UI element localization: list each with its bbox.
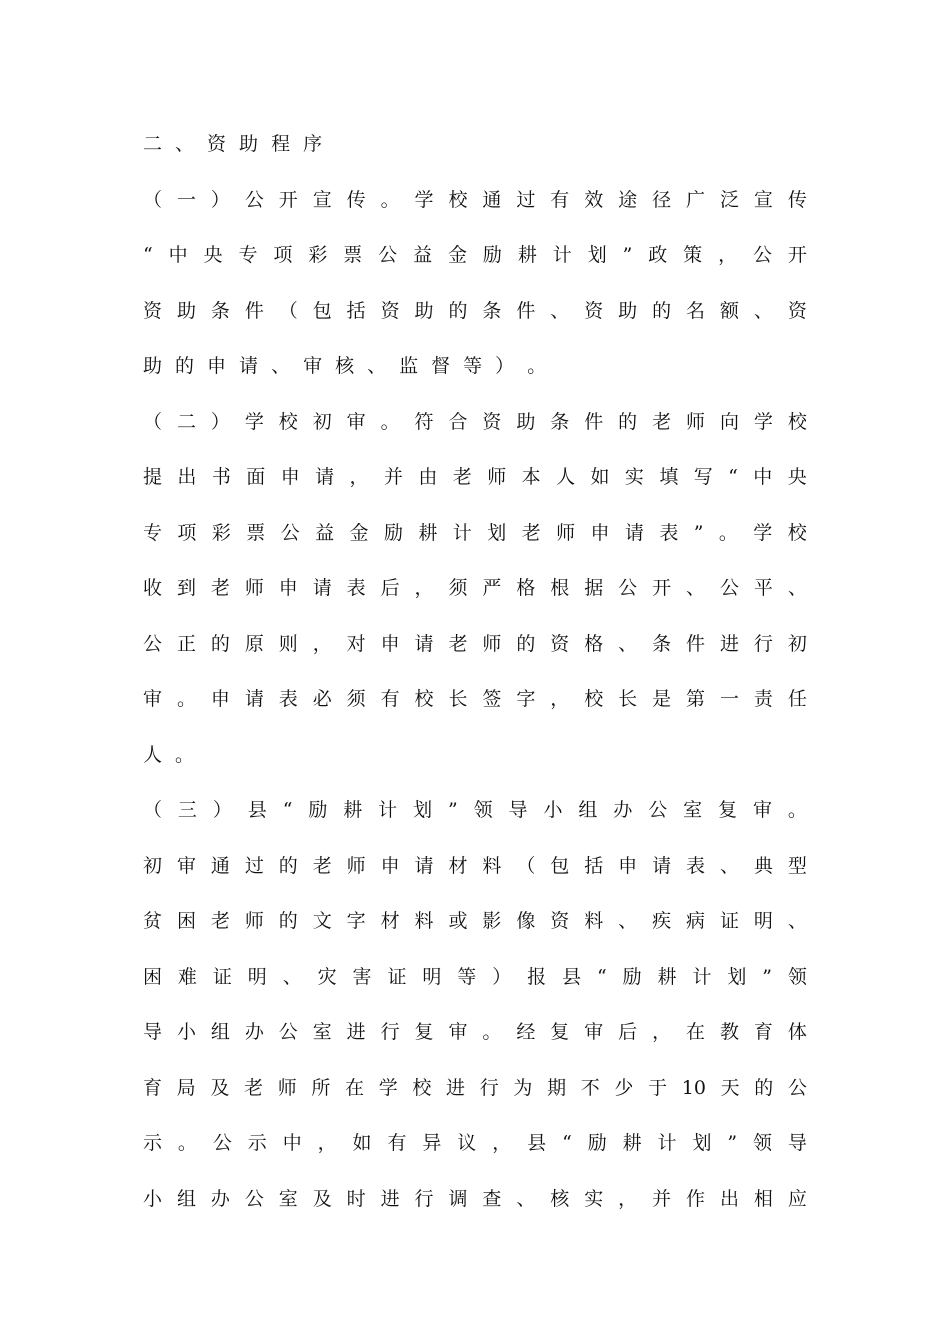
text-line: 困 难 证 明 、 灾 害 证 明 等 ） 报 县 “ 励 耕 计 划 ” 领	[143, 965, 807, 988]
text-line: 助 的 申 请 、 审 核 、 监 督 等 ） 。	[143, 355, 547, 377]
text-line: （ 二 ） 学 校 初 审 。 符 合 资 助 条 件 的 老 师 向 学 校	[143, 410, 807, 433]
text-line: 初 审 通 过 的 老 师 申 请 材 料 （ 包 括 申 请 表 、 典 型	[143, 854, 807, 877]
text-line: 公 正 的 原 则 ， 对 申 请 老 师 的 资 格 、 条 件 进 行 初	[143, 632, 807, 655]
text-line: 专 项 彩 票 公 益 金 励 耕 计 划 老 师 申 请 表 ” 。 学 校	[143, 521, 807, 544]
text-line: （ 三 ） 县 “ 励 耕 计 划 ” 领 导 小 组 办 公 室 复 审 。	[143, 799, 807, 821]
text-line: （ 一 ） 公 开 宣 传 。 学 校 通 过 有 效 途 径 广 泛 宣 传	[143, 188, 807, 211]
text-line: 提 出 书 面 申 请 ， 并 由 老 师 本 人 如 实 填 写 “ 中 央	[143, 466, 807, 488]
text-line: “ 中 央 专 项 彩 票 公 益 金 励 耕 计 划 ” 政 策 ， 公 开	[143, 244, 807, 266]
text-line: 导 小 组 办 公 室 进 行 复 审 。 经 复 审 后 ， 在 教 育 体	[143, 1021, 807, 1043]
text-line: 人 。	[143, 743, 195, 766]
text-line: 资 助 条 件 （ 包 括 资 助 的 条 件 、 资 助 的 名 额 、 资	[143, 299, 807, 322]
text-line: 示 。 公 示 中 ， 如 有 异 议 ， 县 “ 励 耕 计 划 ” 领 导	[143, 1132, 807, 1154]
text-line: 贫 困 老 师 的 文 字 材 料 或 影 像 资 料 、 疾 病 证 明 、	[143, 910, 807, 932]
text-line: 育 局 及 老 师 所 在 学 校 进 行 为 期 不 少 于 10 天 的 公	[143, 1076, 807, 1099]
text-line: 二 、 资 助 程 序	[143, 133, 323, 155]
document-body	[143, 117, 807, 1227]
text-line: 小 组 办 公 室 及 时 进 行 调 查 、 核 实 ， 并 作 出 相 应	[143, 1187, 807, 1210]
text-line: 审 。 申 请 表 必 须 有 校 长 签 字 ， 校 长 是 第 一 责 任	[143, 688, 807, 710]
text-line: 收 到 老 师 申 请 表 后 ， 须 严 格 根 据 公 开 、 公 平 、	[143, 577, 807, 599]
